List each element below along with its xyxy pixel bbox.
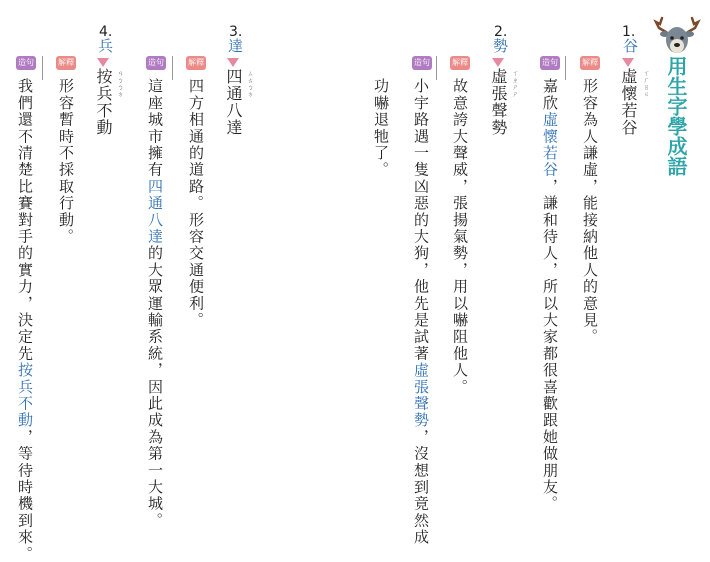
entry-2-sentence-cont: 功嚇退牠了。 bbox=[372, 78, 390, 179]
entry-1-idiom: 虛懷若谷 bbox=[619, 68, 638, 136]
explain-badge: 解釋 bbox=[580, 56, 600, 70]
entry-3-explain: 四方相通的道路。形容交通便利。 bbox=[187, 78, 205, 329]
entry-4-char: 兵 bbox=[96, 38, 114, 53]
divider bbox=[565, 56, 566, 80]
explain-badge: 解釋 bbox=[56, 56, 76, 70]
page-title: 用生字學成語 bbox=[664, 56, 688, 176]
entry-2-explain: 故意誇大聲威，張揚氣勢，用以嚇阻他人。 bbox=[451, 78, 469, 396]
entry-4-sentence: 我們還不清楚比賽對手的實力，決定先按兵不動，等待時機到來。 bbox=[16, 78, 34, 562]
explain-badge: 解釋 bbox=[186, 56, 206, 70]
entry-2-idiom: 虛張聲勢 bbox=[489, 68, 508, 136]
sentence-badge: 造句 bbox=[16, 56, 36, 70]
entry-1-number: 1. bbox=[622, 24, 636, 40]
divider bbox=[42, 56, 43, 80]
entry-3-char: 達 bbox=[226, 38, 244, 53]
entry-4-explain: 形容暫時不採取行動。 bbox=[57, 78, 75, 245]
entry-1-char: 谷 bbox=[621, 38, 639, 53]
arrow-down-icon bbox=[227, 58, 239, 67]
entry-3-zhuyin: ㄙㄊㄅㄉ bbox=[246, 70, 253, 98]
entry-4-zhuyin: ㄢㄅㄅㄉ bbox=[116, 70, 123, 98]
divider bbox=[172, 56, 173, 80]
entry-3-number: 3. bbox=[229, 24, 243, 40]
divider bbox=[436, 56, 437, 80]
sentence-badge: 造句 bbox=[146, 56, 166, 70]
arrow-down-icon bbox=[97, 58, 109, 67]
entry-2-zhuyin: ㄒㄓㄕㄕ bbox=[511, 70, 518, 98]
entry-1-explain: 形容為人謙虛，能接納他人的意見。 bbox=[581, 78, 599, 346]
deer-head-icon bbox=[652, 14, 702, 56]
entry-2-char: 勢 bbox=[491, 38, 509, 53]
arrow-down-icon bbox=[622, 58, 634, 67]
arrow-down-icon bbox=[492, 58, 504, 67]
entry-3-sentence: 這座城市擁有四通八達的大眾運輸系統，因此成為第一大城。 bbox=[146, 78, 164, 529]
entry-2-number: 2. bbox=[494, 24, 508, 40]
sentence-badge: 造句 bbox=[412, 56, 432, 70]
entry-4-number: 4. bbox=[99, 24, 113, 40]
entry-1-zhuyin: ㄒㄏㄖㄍ bbox=[642, 70, 649, 98]
entry-1-sentence: 嘉欣虛懷若谷，謙和待人，所以大家都很喜歡跟她做朋友。 bbox=[541, 78, 559, 513]
entry-4-idiom: 按兵不動 bbox=[94, 68, 113, 136]
sentence-badge: 造句 bbox=[540, 56, 560, 70]
entry-2-sentence: 小宇路遇一隻凶惡的大狗，他先是試著虛張聲勢，沒想到竟然成 bbox=[412, 78, 430, 546]
explain-badge: 解釋 bbox=[450, 56, 470, 70]
entry-3-idiom: 四通八達 bbox=[224, 68, 243, 136]
